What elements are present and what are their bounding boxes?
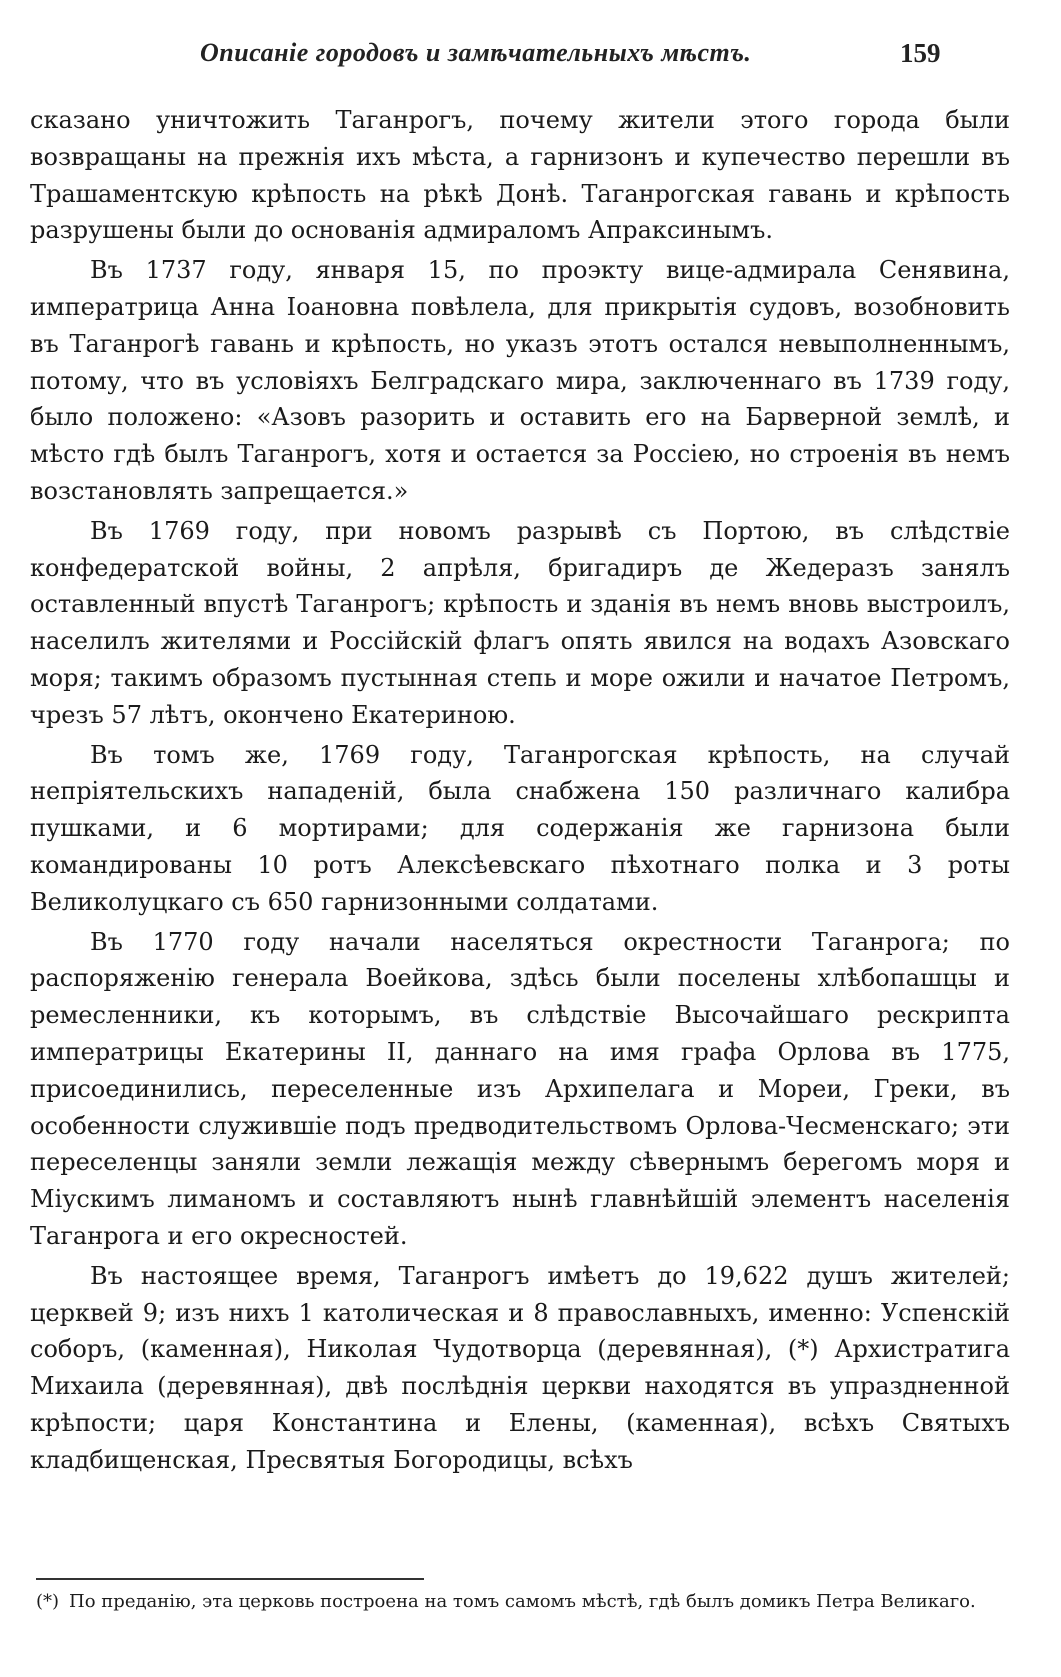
footnote-marker: (*)	[36, 1591, 60, 1612]
paragraph-1769-war: Въ 1769 году, при новомъ разрывѣ съ Портою, въ слѣдствіе конфедератской войны, 2 апрѣля, бригадиръ де Жедеразъ занялъ оставленный впустѣ Таганрогъ; крѣпость и зданія въ немъ вновь выстроилъ, населилъ жителями и Россійскій флагъ опять явился на водахъ Азовскаго моря; такимъ образомъ пустынная степь и море ожили и начатое Петромъ, чрезъ 57 лѣтъ, окончено Екатериною.	[30, 516, 1010, 729]
paragraph-continuation: сказано уничтожить Таганрогъ, почему жители этого города были возвращаны на прежнія ихъ мѣста, а гарнизонъ и купечество перешли въ Трашаментскую крѣпость на рѣкѣ Донѣ. Таганрогская гавань и крѣпость разрушены были до основанія адмираломъ Апраксинымъ.	[30, 106, 1010, 245]
footnote	[36, 1588, 1006, 1615]
paragraph-1769-fortress: Въ томъ же, 1769 году, Таганрогская крѣпость, на случай непріятельскихъ нападеній, была снабжена 150 различнаго калибра пушками, и 6 мортирами; для содержанія же гарнизона были командированы 10 ротъ Алексѣевскаго пѣхотнаго полка и 3 роты Великолуцкаго съ 650 гарнизонными солдатами.	[30, 740, 1010, 916]
footnote-divider	[36, 1578, 424, 1580]
page-number: 159	[900, 38, 941, 68]
paragraph-1737: Въ 1737 году, января 15, по проэкту вице-адмирала Сенявина, императрица Анна Іоановна повѣлела, для прикрытія судовъ, возобновить въ Таганрогѣ гавань и крѣпость, но указъ этотъ остался невыполненнымъ, потому, что въ условіяхъ Белградскаго мира, заключеннаго въ 1739 году, было положено: «Азовъ разорить и оставить его на Барверной землѣ, и мѣсто гдѣ былъ Таганрогъ, хотя и остается за Россіею, но строенія въ немъ возстановлять запрещается.»	[30, 256, 1010, 505]
paragraph-present-time: Въ настоящее время, Таганрогъ имѣетъ до 19,622 душъ жителей; церквей 9; изъ нихъ 1 католическая и 8 православныхъ, именно: Успенскій соборъ, (каменная), Николая Чудотворца (деревянная), (*) Архистратига Михаила (деревянная), двѣ послѣднія церкви находятся въ упраздненной крѣпости; царя Константина и Елены, (каменная), всѣхъ Святыхъ кладбищенская, Пресвятыя Богородицы, всѣхъ	[30, 1261, 1010, 1474]
footnote-text: По преданію, эта церковь построена на томъ самомъ мѣстѣ, гдѣ былъ домикъ Петра Великаго.	[69, 1591, 976, 1612]
running-title: Описаніе городовъ и замѣчательныхъ мѣстъ.	[200, 38, 752, 67]
paragraph-1770: Въ 1770 году начали населяться окрестности Таганрога; по распоряженію генерала Воейкова, здѣсь были поселены хлѣбопашцы и ремесленники, къ которымъ, въ слѣдствіе Высочайшаго рескрипта императрицы Екатерины II, даннаго на имя графа Орлова въ 1775, присоединились, переселенные изъ Архипелага и Мореи, Греки, въ особенности служившіе подъ предводительствомъ Орлова-Чесменскаго; эти переселенцы заняли земли лежащія между сѣвернымъ берегомъ моря и Міускимъ лиманомъ и составляютъ нынѣ главнѣйшій элементъ населенія Таганрога и его окресностей.	[30, 927, 1010, 1250]
body-text	[30, 102, 1010, 1478]
